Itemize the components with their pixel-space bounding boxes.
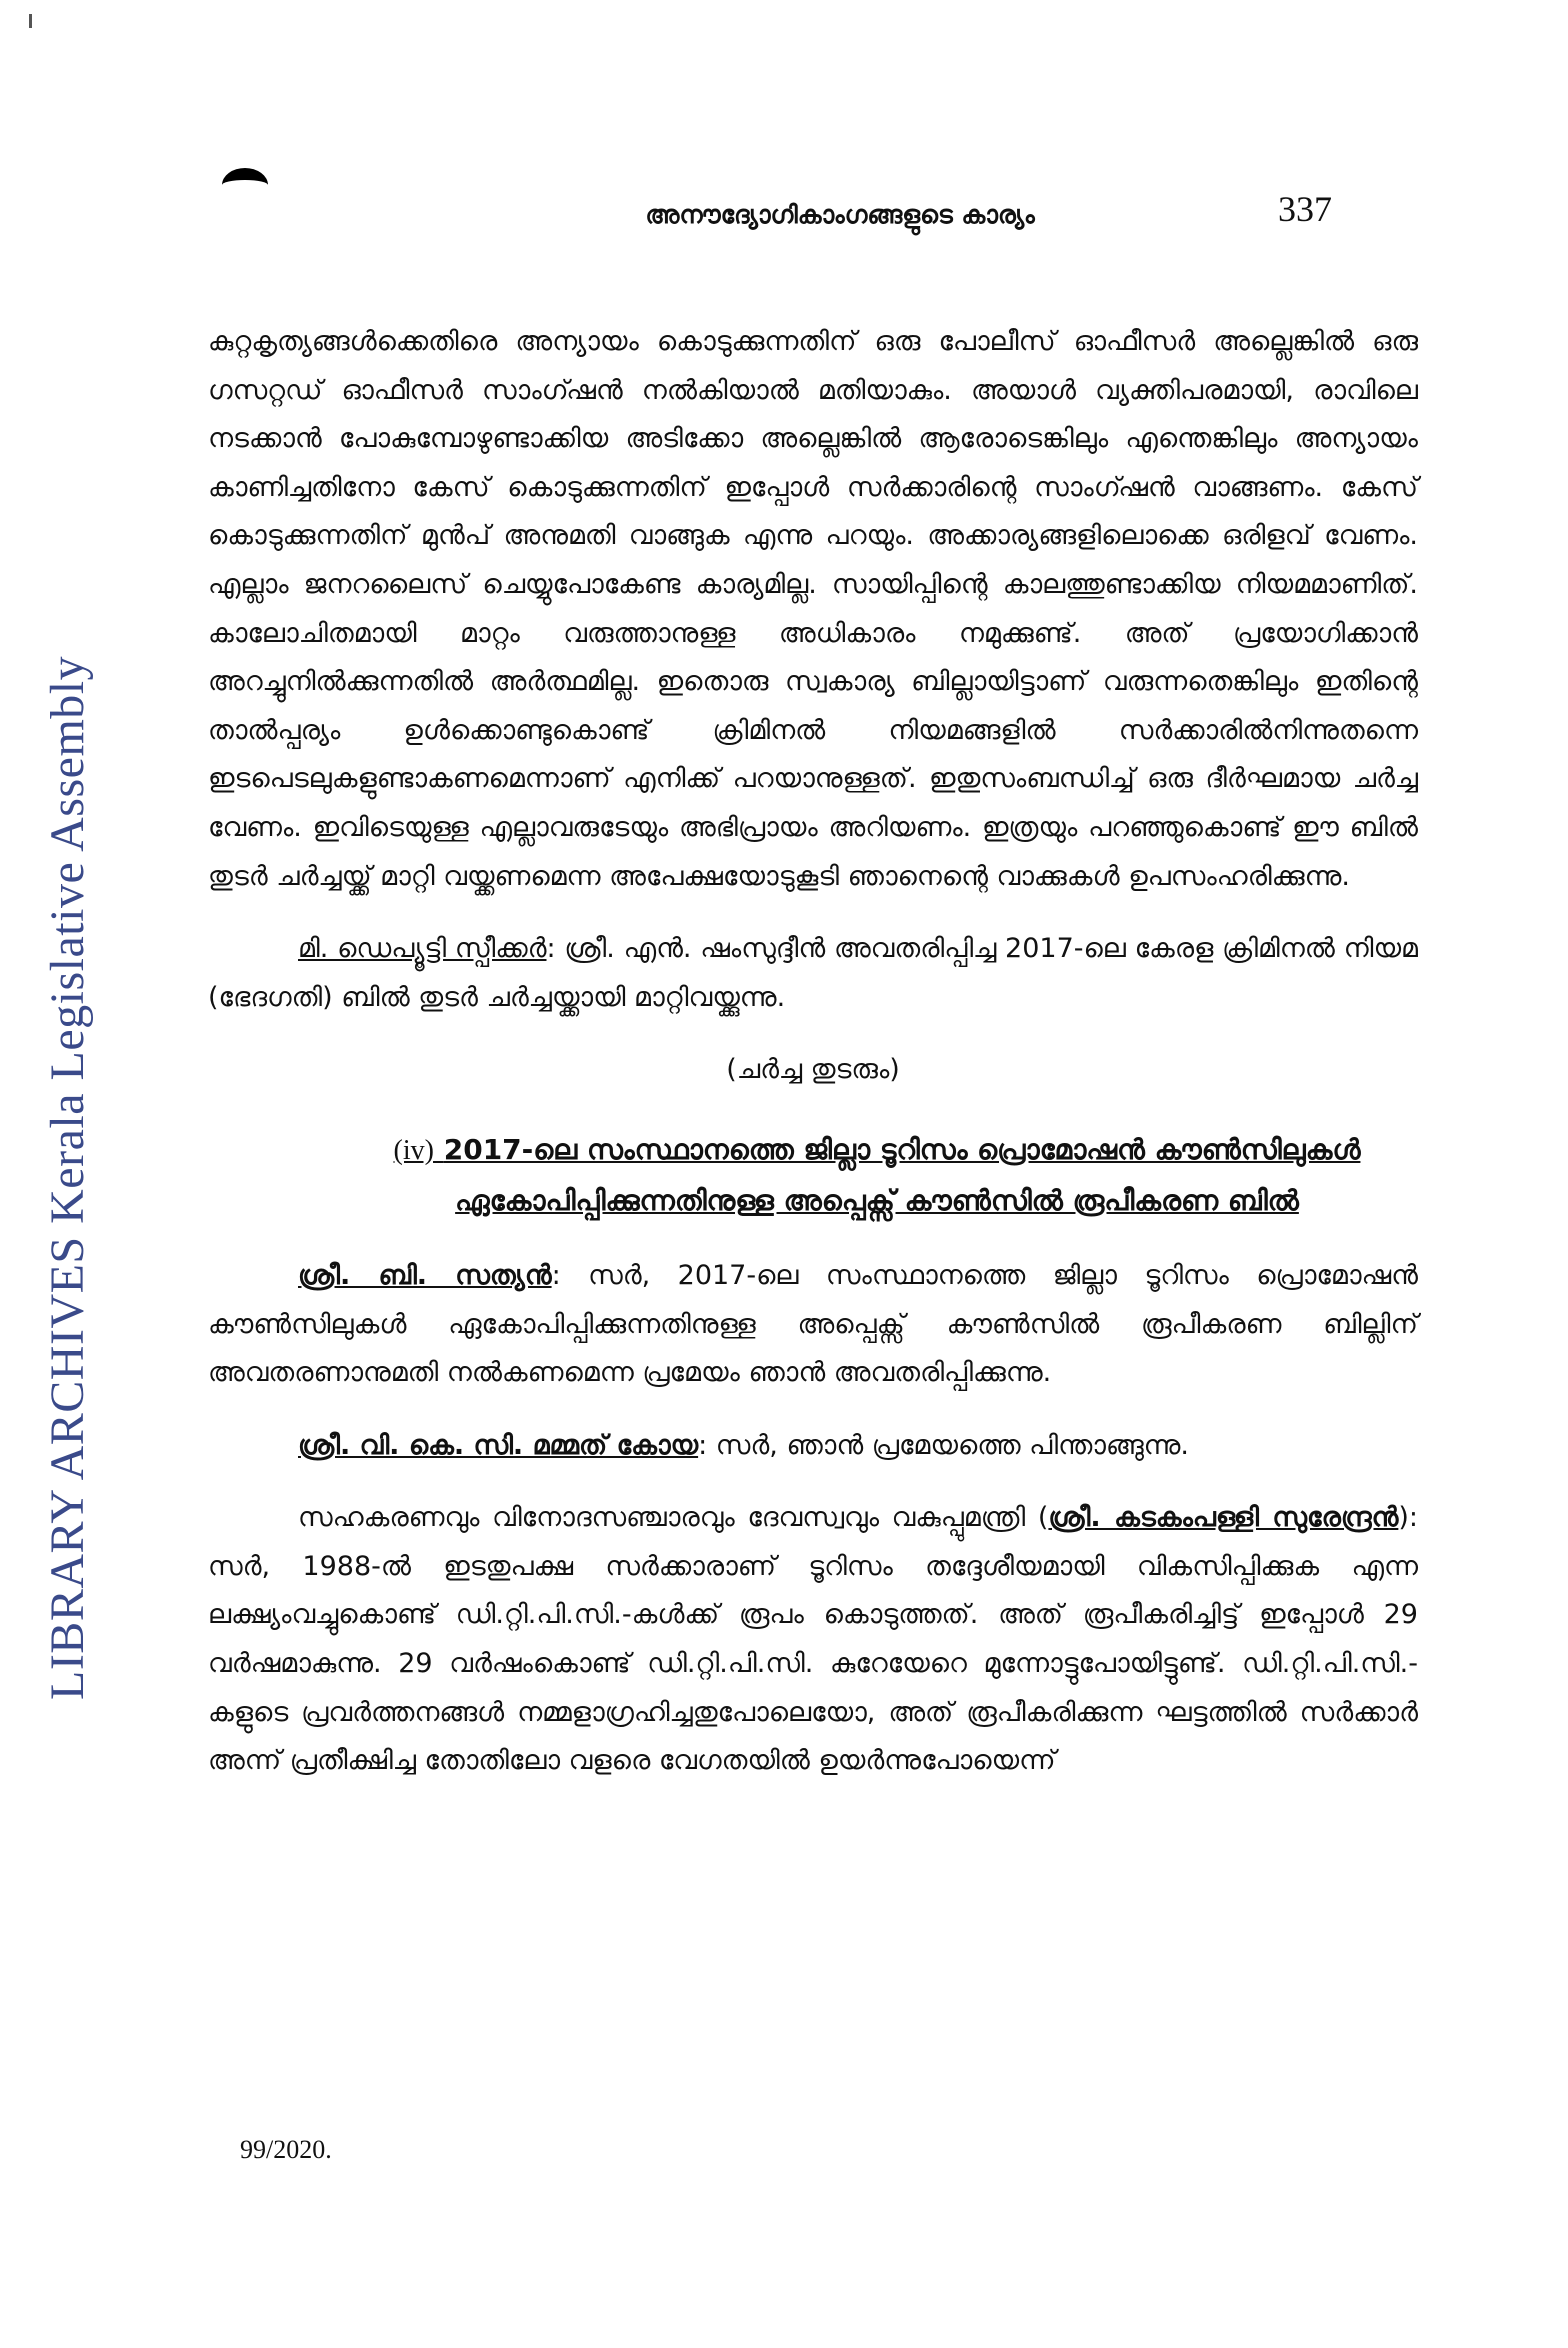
bill-title-line-2: ഏകോപിപ്പിക്കുന്നതിനുള്ള അപ്പെക്സ് കൗൺസിൽ രൂപീകരണ ബിൽ bbox=[455, 1183, 1299, 1217]
paragraph-deputy-speaker bbox=[208, 925, 1418, 1022]
discussion-continues: (ചർച്ച തുടരും) bbox=[726, 1054, 900, 1086]
running-head: അനൗദ്യോഗികാംഗങ്ങളുടെ കാര്യം bbox=[645, 200, 1035, 229]
speech-text: : ശ്രീ. എൻ. ഷംസുദ്ദീൻ അവതരിപ്പിച്ച 2017-ലെ കേരള ക്രിമിനൽ നിയമ (ഭേദഗതി) ബിൽ തുടർ ചർച്ചയ്ക്കായി മാറ്റിവയ്ക്കുന്നു. bbox=[208, 933, 1418, 1013]
page-number: 337 bbox=[1278, 189, 1332, 229]
speech-text: ): സർ, 1988-ൽ ഇടതുപക്ഷ സർക്കാരാണ് ടൂറിസം തദ്ദേശീയമായി വികസിപ്പിക്കുക എന്ന ലക്ഷ്യംവച്ചുകൊണ്ട് ഡി.റ്റി.പി.സി.-കൾക്ക് രൂപം കൊടുത്തത്. അത് രൂപീകരിച്ചിട്ട് ഇപ്പോൾ 29 വർഷമാകുന്നു. 29 വർഷംകൊണ്ട് ഡി.റ്റി.പി.സി. കുറേയേറെ മുന്നോട്ടുപോയിട്ടുണ്ട്. ഡി.റ്റി.പി.സി.-കളുടെ പ്രവർത്തനങ്ങൾ നമ്മളാഗ്രഹിച്ചതുപോലെയോ, അത് രൂപീകരിക്കുന്ന ഘട്ടത്തിൽ സർക്കാർ അന്ന് പ്രതീക്ഷിച്ച തോതിലോ വളരെ വേഗതയിൽ ഉയർന്നുപോയെന്ന് bbox=[208, 1502, 1418, 1777]
speech-text: : സർ, ഞാൻ പ്രമേയത്തെ പിന്താങ്ങുന്നു. bbox=[698, 1429, 1189, 1461]
scan-tick-mark bbox=[29, 14, 32, 28]
bill-title bbox=[336, 1125, 1418, 1226]
speech-text: : സർ, 2017-ലെ സംസ്ഥാനത്തെ ജില്ലാ ടൂറിസം പ്രൊമോഷൻ കൗൺസിലുകൾ ഏകോപിപ്പിക്കുന്നതിനുള്ള അപ്പെക്സ് കൗൺസിൽ രൂപീകരണ ബില്ലിന് അവതരണാനുമതി നൽകണമെന്ന പ്രമേയം ഞാൻ അവതരിപ്പിക്കുന്നു. bbox=[208, 1259, 1418, 1389]
speaker-name: ശ്രീ. കടകംപള്ളി സുരേന്ദ്രൻ bbox=[1048, 1502, 1399, 1534]
speaker-name: മി. ഡെപ്യൂട്ടി സ്പീക്കർ bbox=[298, 933, 547, 965]
scan-corner-mark bbox=[222, 168, 268, 202]
speaker-name: ശ്രീ. വി. കെ. സി. മമ്മത് കോയ bbox=[298, 1429, 699, 1461]
bill-number: (iv) bbox=[393, 1134, 434, 1166]
paragraph-1: കുറ്റകൃത്യങ്ങൾക്കെതിരെ അന്യായം കൊടുക്കുന്നതിന് ഒരു പോലീസ് ഓഫീസർ അല്ലെങ്കിൽ ഒരു ഗസറ്റഡ് ഓഫീസർ സാംഗ്ഷൻ നൽകിയാൽ മതിയാകും. അയാൾ വ്യക്തിപരമായി, രാവിലെ നടക്കാൻ പോകുമ്പോഴുണ്ടാക്കിയ അടിക്കോ അല്ലെങ്കിൽ ആരോടെങ്കിലും എന്തെങ്കിലും അന്യായം കാണിച്ചതിനോ കേസ് കൊടുക്കുന്നതിന് ഇപ്പോൾ സർക്കാരിന്റെ സാംഗ്ഷൻ വാങ്ങണം. കേസ് കൊടുക്കുന്നതിന് മുൻപ് അനുമതി വാങ്ങുക എന്നു പറയും. അക്കാര്യങ്ങളിലൊക്കെ ഒരിളവ് വേണം. എല്ലാം ജനറലൈസ് ചെയ്യുപോകേണ്ട കാര്യമില്ല. സായിപ്പിന്റെ കാലത്തുണ്ടാക്കിയ നിയമമാണിത്. കാലോചിതമായി മാറ്റം വരുത്താനുള്ള അധികാരം നമുക്കുണ്ട്. അത് പ്രയോഗിക്കാൻ അറച്ചുനിൽക്കുന്നതിൽ അർത്ഥമില്ല. ഇതൊരു സ്വകാര്യ ബില്ലായിട്ടാണ് വരുന്നതെങ്കിലും ഇതിന്റെ താൽപ്പര്യം ഉൾക്കൊണ്ടുകൊണ്ട് ക്രിമിനൽ നിയമങ്ങളിൽ സർക്കാരിൽനിന്നുതന്നെ ഇടപെടലുകളുണ്ടാകണമെന്നാണ് എനിക്ക് പറയാനുള്ളത്. ഇതുസംബന്ധിച്ച് ഒരു ദീർഘമായ ചർച്ച വേണം. ഇവിടെയുള്ള എല്ലാവരുടേയും അഭിപ്രായം അറിയണം. ഇത്രയും പറഞ്ഞുകൊണ്ട് ഈ ബിൽ തുടർ ചർച്ചയ്ക്ക് മാറ്റി വയ്ക്കണമെന്ന അപേക്ഷയോടുകൂടി ഞാനെന്റെ വാക്കുകൾ ഉപസംഹരിക്കുന്നു. bbox=[208, 326, 1418, 892]
body-text bbox=[208, 318, 1418, 1786]
paragraph-vkc-mammad-koya bbox=[208, 1422, 1418, 1471]
archive-watermark: LIBRARY ARCHIVES Kerala Legislative Assembly bbox=[41, 655, 94, 1700]
bill-title-line-1: 2017-ലെ സംസ്ഥാനത്തെ ജില്ലാ ടൂറിസം പ്രൊമോഷൻ കൗൺസിലുകൾ bbox=[443, 1132, 1361, 1166]
speaker-name: ശ്രീ. ബി. സത്യൻ bbox=[298, 1259, 552, 1291]
footer-code: 99/2020. bbox=[240, 2135, 332, 2164]
paragraph-b-sathyan bbox=[208, 1252, 1418, 1398]
paragraph-minister bbox=[208, 1494, 1418, 1786]
minister-title: സഹകരണവും വിനോദസഞ്ചാരവും ദേവസ്വവും വകുപ്പുമന്ത്രി ( bbox=[298, 1502, 1049, 1534]
